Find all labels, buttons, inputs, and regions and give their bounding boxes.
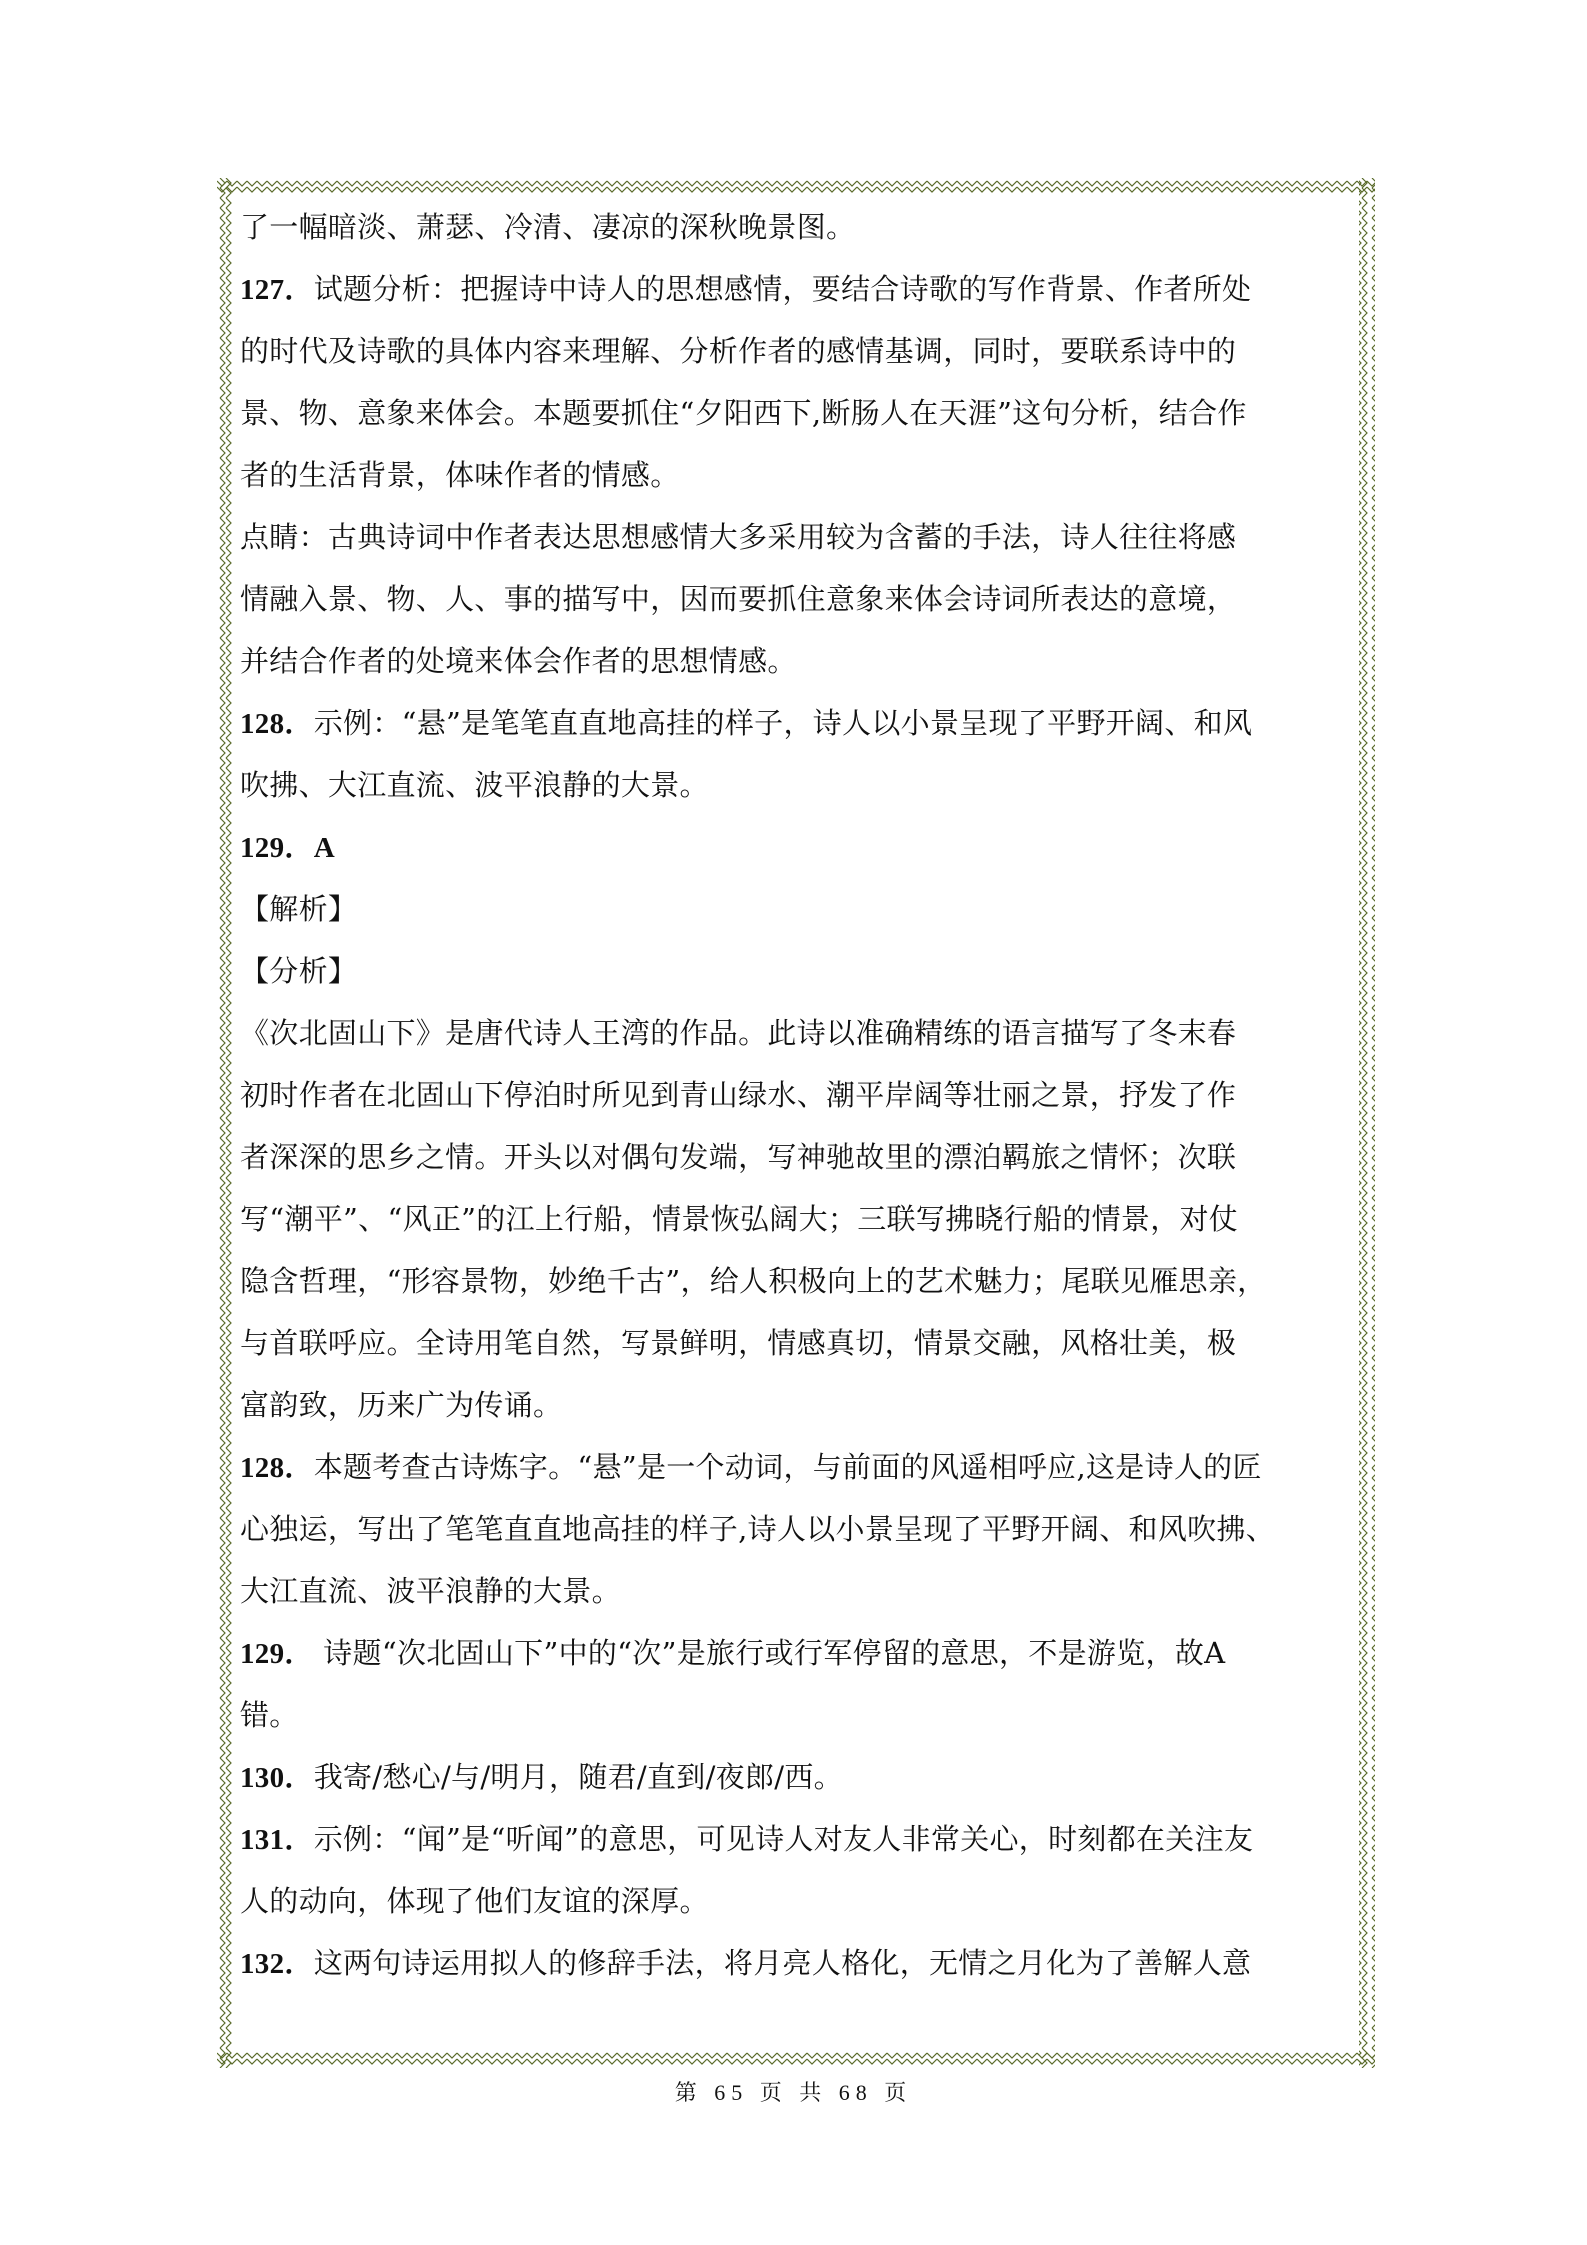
line-text: 这两句诗运用拟人的修辞手法，将月亮人格化，无情之月化为了善解人意 <box>313 1946 1252 1980</box>
question-number: 127． <box>240 274 314 306</box>
text-line <box>240 630 1350 692</box>
text-line <box>240 506 1350 568</box>
text-line <box>240 1126 1350 1188</box>
text-line <box>240 320 1350 382</box>
text-line <box>240 1932 1350 1994</box>
line-text: 者深深的思乡之情。开头以对偶句发端，写神驰故里的漂泊羁旅之情怀；次联 <box>240 1140 1237 1174</box>
line-text: 【分析】 <box>240 954 358 988</box>
text-line <box>240 1622 1350 1684</box>
text-line <box>240 1498 1350 1560</box>
text-line <box>240 1188 1350 1250</box>
line-text: 写“潮平”、“风正”的江上行船，情景恢弘阔大；三联写拂晓行船的情景，对仗 <box>240 1202 1239 1236</box>
text-line <box>240 258 1350 320</box>
question-number: 129． <box>240 832 314 864</box>
text-line <box>240 1808 1350 1870</box>
text-line <box>240 692 1350 754</box>
line-text: 心独运，写出了笔笔直直地高挂的样子,诗人以小景呈现了平野开阔、和风吹拂、 <box>240 1512 1276 1546</box>
text-line <box>240 1374 1350 1436</box>
line-text: 隐含哲理，“形容景物，妙绝千古”，给人积极向上的艺术魅力；尾联见雁思亲， <box>240 1264 1267 1298</box>
line-text: 点睛：古典诗词中作者表达思想感情大多采用较为含蓄的手法，诗人往往将感 <box>240 520 1237 554</box>
line-text: 我寄/愁心/与/明月，随君/直到/夜郎/西。 <box>313 1760 843 1794</box>
question-number: 130． <box>240 1762 314 1794</box>
line-text: 本题考查古诗炼字。“悬”是一个动词，与前面的风遥相呼应,这是诗人的匠 <box>313 1450 1262 1484</box>
question-number: 131． <box>240 1824 314 1856</box>
line-text: 大江直流、波平浪静的大景。 <box>240 1574 621 1608</box>
text-line <box>240 940 1350 1002</box>
line-text: 情融入景、物、人、事的描写中，因而要抓住意象来体会诗词所表达的意境， <box>240 582 1237 616</box>
text-line <box>240 816 1350 878</box>
line-text: 景、物、意象来体会。本题要抓住“夕阳西下,断肠人在天涯”这句分析，结合作 <box>240 396 1247 430</box>
line-text: 【解析】 <box>240 892 358 926</box>
question-number: 129． <box>240 1638 314 1670</box>
line-text: 诗题“次北固山下”中的“次”是旅行或行军停留的意思，不是游览，故A <box>313 1636 1226 1670</box>
line-text: 与首联呼应。全诗用笔自然，写景鲜明，情感真切，情景交融，风格壮美，极 <box>240 1326 1237 1360</box>
line-text: 富韵致，历来广为传诵。 <box>240 1388 563 1422</box>
question-number: 128． <box>240 708 314 740</box>
text-line <box>240 568 1350 630</box>
line-text: 《次北固山下》是唐代诗人王湾的作品。此诗以准确精练的语言描写了冬末春 <box>240 1016 1237 1050</box>
line-text: A <box>313 832 335 864</box>
text-line <box>240 1002 1350 1064</box>
text-line <box>240 1684 1350 1746</box>
line-text: 了一幅暗淡、萧瑟、冷清、凄凉的深秋晚景图。 <box>240 210 856 244</box>
page-number-footer: 第 65 页 共 68 页 <box>674 2080 913 2105</box>
line-text: 错。 <box>240 1698 299 1732</box>
text-line <box>240 444 1350 506</box>
text-line <box>240 1312 1350 1374</box>
text-line <box>240 1746 1350 1808</box>
question-number: 132． <box>240 1948 314 1980</box>
line-text: 吹拂、大江直流、波平浪静的大景。 <box>240 768 709 802</box>
text-line <box>240 1436 1350 1498</box>
text-line <box>240 196 1350 258</box>
line-text: 示例：“闻”是“听闻”的意思，可见诗人对友人非常关心，时刻都在关注友 <box>313 1822 1254 1856</box>
line-text: 的时代及诗歌的具体内容来理解、分析作者的感情基调，同时，要联系诗中的 <box>240 334 1237 368</box>
line-text: 初时作者在北固山下停泊时所见到青山绿水、潮平岸阔等壮丽之景，抒发了作 <box>240 1078 1237 1112</box>
line-text: 示例：“悬”是笔笔直直地高挂的样子，诗人以小景呈现了平野开阔、和风 <box>313 706 1253 740</box>
text-line <box>240 1870 1350 1932</box>
line-text: 者的生活背景，体味作者的情感。 <box>240 458 680 492</box>
text-line <box>240 382 1350 444</box>
answer-text-body <box>240 196 1350 1994</box>
text-line <box>240 1064 1350 1126</box>
line-text: 人的动向，体现了他们友谊的深厚。 <box>240 1884 709 1918</box>
line-text: 并结合作者的处境来体会作者的思想情感。 <box>240 644 797 678</box>
question-number: 128． <box>240 1452 314 1484</box>
text-line <box>240 754 1350 816</box>
text-line <box>240 1250 1350 1312</box>
text-line <box>240 1560 1350 1622</box>
text-line <box>240 878 1350 940</box>
line-text: 试题分析：把握诗中诗人的思想感情，要结合诗歌的写作背景、作者所处 <box>313 272 1252 306</box>
